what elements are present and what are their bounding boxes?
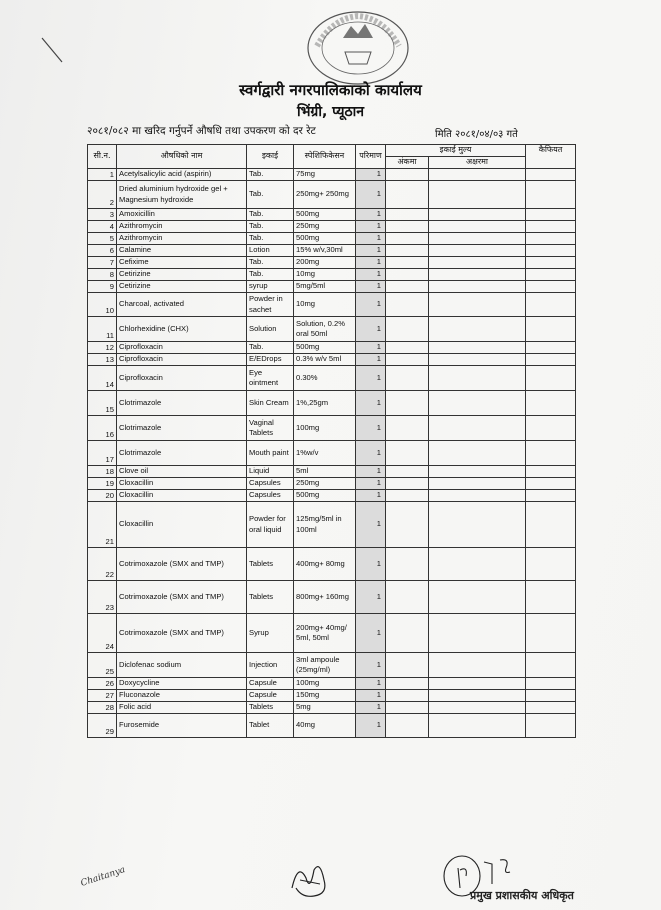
row-price-figures bbox=[386, 614, 429, 653]
row-sn: 10 bbox=[88, 293, 117, 317]
row-price-words bbox=[429, 209, 526, 221]
table-row bbox=[88, 245, 576, 257]
row-specification: 100mg bbox=[294, 678, 356, 690]
row-price-words bbox=[429, 614, 526, 653]
row-remarks bbox=[526, 317, 576, 342]
row-specification: 200mg+ 40mg/ 5ml, 50ml bbox=[294, 614, 356, 653]
row-unit: Tablets bbox=[247, 581, 294, 614]
row-quantity: 1 bbox=[356, 317, 386, 342]
row-specification: Solution, 0.2% oral 50ml bbox=[294, 317, 356, 342]
municipality-seal-icon bbox=[303, 8, 413, 88]
table-row bbox=[88, 702, 576, 714]
row-price-figures bbox=[386, 342, 429, 354]
row-price-figures bbox=[386, 169, 429, 181]
office-title: स्वर्गद्वारी नगरपालिकाको कार्यालय bbox=[239, 81, 422, 99]
header-remarks: कैफियत bbox=[526, 145, 576, 169]
row-price-words bbox=[429, 466, 526, 478]
table-row bbox=[88, 690, 576, 702]
row-price-figures bbox=[386, 653, 429, 678]
row-sn: 25 bbox=[88, 653, 117, 678]
row-unit: Injection bbox=[247, 653, 294, 678]
row-medicine-name: Clotrimazole bbox=[117, 441, 247, 466]
row-sn: 11 bbox=[88, 317, 117, 342]
row-remarks bbox=[526, 342, 576, 354]
table-row bbox=[88, 209, 576, 221]
row-medicine-name: Folic acid bbox=[117, 702, 247, 714]
row-medicine-name: Clotrimazole bbox=[117, 391, 247, 416]
row-remarks bbox=[526, 678, 576, 690]
table-row bbox=[88, 342, 576, 354]
row-remarks bbox=[526, 281, 576, 293]
table-row bbox=[88, 490, 576, 502]
row-unit: syrup bbox=[247, 281, 294, 293]
row-price-figures bbox=[386, 490, 429, 502]
row-price-words bbox=[429, 502, 526, 548]
header-in-figures: अंकमा bbox=[386, 157, 429, 169]
table-row bbox=[88, 441, 576, 466]
table-row bbox=[88, 354, 576, 366]
row-sn: 3 bbox=[88, 209, 117, 221]
table-row bbox=[88, 714, 576, 738]
row-unit: Tab. bbox=[247, 209, 294, 221]
row-price-words bbox=[429, 169, 526, 181]
row-medicine-name: Amoxicillin bbox=[117, 209, 247, 221]
row-specification: 500mg bbox=[294, 342, 356, 354]
row-sn: 19 bbox=[88, 478, 117, 490]
row-remarks bbox=[526, 502, 576, 548]
row-medicine-name: Dried aluminium hydroxide gel + Magnesium hydroxide bbox=[117, 181, 247, 209]
row-price-words bbox=[429, 342, 526, 354]
row-remarks bbox=[526, 690, 576, 702]
row-specification: 250mg+ 250mg bbox=[294, 181, 356, 209]
row-quantity: 1 bbox=[356, 678, 386, 690]
row-quantity: 1 bbox=[356, 354, 386, 366]
row-remarks bbox=[526, 169, 576, 181]
row-price-figures bbox=[386, 221, 429, 233]
row-price-figures bbox=[386, 391, 429, 416]
table-row bbox=[88, 466, 576, 478]
row-remarks bbox=[526, 581, 576, 614]
row-remarks bbox=[526, 354, 576, 366]
header-unit: इकाई bbox=[247, 145, 294, 169]
row-specification: 3ml ampoule (25mg/ml) bbox=[294, 653, 356, 678]
row-unit: Solution bbox=[247, 317, 294, 342]
header-in-words: अक्षरमा bbox=[429, 157, 526, 169]
row-quantity: 1 bbox=[356, 281, 386, 293]
row-specification: 0.3% w/v 5ml bbox=[294, 354, 356, 366]
row-specification: 5mg bbox=[294, 702, 356, 714]
row-unit: Capsules bbox=[247, 478, 294, 490]
row-remarks bbox=[526, 391, 576, 416]
row-specification: 250mg bbox=[294, 478, 356, 490]
row-sn: 9 bbox=[88, 281, 117, 293]
row-price-figures bbox=[386, 269, 429, 281]
header-quantity: परिमाण bbox=[356, 145, 386, 169]
row-quantity: 1 bbox=[356, 466, 386, 478]
row-price-figures bbox=[386, 209, 429, 221]
row-quantity: 1 bbox=[356, 209, 386, 221]
row-sn: 1 bbox=[88, 169, 117, 181]
row-unit: Tab. bbox=[247, 221, 294, 233]
row-price-words bbox=[429, 269, 526, 281]
row-quantity: 1 bbox=[356, 342, 386, 354]
row-price-figures bbox=[386, 233, 429, 245]
row-price-figures bbox=[386, 548, 429, 581]
row-sn: 8 bbox=[88, 269, 117, 281]
row-specification: 10mg bbox=[294, 293, 356, 317]
row-unit: Tablets bbox=[247, 548, 294, 581]
left-signature: Chaitanya bbox=[79, 865, 127, 889]
row-price-words bbox=[429, 678, 526, 690]
row-price-figures bbox=[386, 245, 429, 257]
row-quantity: 1 bbox=[356, 269, 386, 281]
row-quantity: 1 bbox=[356, 245, 386, 257]
header-specification: स्पेशिफिकेसन bbox=[294, 145, 356, 169]
row-price-words bbox=[429, 702, 526, 714]
row-quantity: 1 bbox=[356, 221, 386, 233]
row-unit: Syrup bbox=[247, 614, 294, 653]
row-specification: 1%,25gm bbox=[294, 391, 356, 416]
row-specification: 15% w/v,30ml bbox=[294, 245, 356, 257]
table-row bbox=[88, 169, 576, 181]
row-price-figures bbox=[386, 702, 429, 714]
row-remarks bbox=[526, 221, 576, 233]
row-sn: 6 bbox=[88, 245, 117, 257]
row-sn: 14 bbox=[88, 366, 117, 391]
header-sn: सी.न. bbox=[88, 145, 117, 169]
row-quantity: 1 bbox=[356, 416, 386, 441]
row-remarks bbox=[526, 269, 576, 281]
row-specification: 10mg bbox=[294, 269, 356, 281]
header-unit-price: इकाई मुल्य bbox=[386, 145, 526, 157]
row-quantity: 1 bbox=[356, 181, 386, 209]
row-specification: 75mg bbox=[294, 169, 356, 181]
row-medicine-name: Diclofenac sodium bbox=[117, 653, 247, 678]
row-unit: Capsule bbox=[247, 678, 294, 690]
row-sn: 15 bbox=[88, 391, 117, 416]
table-row bbox=[88, 548, 576, 581]
table-row bbox=[88, 678, 576, 690]
row-unit: Powder for oral liquid bbox=[247, 502, 294, 548]
row-unit: Tab. bbox=[247, 257, 294, 269]
row-price-words bbox=[429, 181, 526, 209]
table-row bbox=[88, 293, 576, 317]
row-price-words bbox=[429, 441, 526, 466]
row-medicine-name: Ciprofloxacin bbox=[117, 354, 247, 366]
table-row bbox=[88, 391, 576, 416]
row-price-words bbox=[429, 245, 526, 257]
row-unit: Liquid bbox=[247, 466, 294, 478]
row-remarks bbox=[526, 714, 576, 738]
row-specification: 0.30% bbox=[294, 366, 356, 391]
table-row bbox=[88, 257, 576, 269]
row-price-figures bbox=[386, 293, 429, 317]
row-sn: 5 bbox=[88, 233, 117, 245]
row-medicine-name: Calamine bbox=[117, 245, 247, 257]
row-medicine-name: Charcoal, activated bbox=[117, 293, 247, 317]
table-row bbox=[88, 502, 576, 548]
table-row bbox=[88, 269, 576, 281]
row-remarks bbox=[526, 653, 576, 678]
row-medicine-name: Acetylsalicylic acid (aspirin) bbox=[117, 169, 247, 181]
row-sn: 16 bbox=[88, 416, 117, 441]
row-price-figures bbox=[386, 354, 429, 366]
row-specification: 150mg bbox=[294, 690, 356, 702]
row-sn: 7 bbox=[88, 257, 117, 269]
center-signature-icon bbox=[284, 858, 334, 902]
row-price-figures bbox=[386, 317, 429, 342]
row-price-words bbox=[429, 478, 526, 490]
row-medicine-name: Cotrimoxazole (SMX and TMP) bbox=[117, 548, 247, 581]
row-price-figures bbox=[386, 257, 429, 269]
row-unit: Vaginal Tablets bbox=[247, 416, 294, 441]
row-specification: 1%w/v bbox=[294, 441, 356, 466]
row-medicine-name: Cloxacillin bbox=[117, 502, 247, 548]
row-remarks bbox=[526, 466, 576, 478]
row-price-figures bbox=[386, 678, 429, 690]
row-unit: Mouth paint bbox=[247, 441, 294, 466]
table-row bbox=[88, 416, 576, 441]
row-sn: 21 bbox=[88, 502, 117, 548]
row-specification: 5ml bbox=[294, 466, 356, 478]
row-price-words bbox=[429, 490, 526, 502]
row-sn: 28 bbox=[88, 702, 117, 714]
row-unit: Capsule bbox=[247, 690, 294, 702]
row-sn: 4 bbox=[88, 221, 117, 233]
row-price-figures bbox=[386, 416, 429, 441]
row-price-words bbox=[429, 653, 526, 678]
table-row bbox=[88, 181, 576, 209]
table-row bbox=[88, 653, 576, 678]
row-remarks bbox=[526, 702, 576, 714]
document-date: मिति २०८१/०४/०३ गते bbox=[435, 129, 518, 140]
row-price-figures bbox=[386, 181, 429, 209]
row-price-words bbox=[429, 293, 526, 317]
row-unit: Tab. bbox=[247, 169, 294, 181]
row-medicine-name: Cotrimoxazole (SMX and TMP) bbox=[117, 614, 247, 653]
row-remarks bbox=[526, 416, 576, 441]
row-price-words bbox=[429, 281, 526, 293]
row-quantity: 1 bbox=[356, 502, 386, 548]
row-specification: 400mg+ 80mg bbox=[294, 548, 356, 581]
row-price-figures bbox=[386, 366, 429, 391]
row-medicine-name: Ciprofloxacin bbox=[117, 342, 247, 354]
row-quantity: 1 bbox=[356, 441, 386, 466]
row-medicine-name: Cloxacillin bbox=[117, 478, 247, 490]
signatory-title: प्रमुख प्रशासकीय अधिकृत bbox=[470, 889, 574, 902]
row-unit: Tab. bbox=[247, 181, 294, 209]
row-medicine-name: Azithromycin bbox=[117, 221, 247, 233]
row-medicine-name: Clotrimazole bbox=[117, 416, 247, 441]
row-sn: 20 bbox=[88, 490, 117, 502]
row-sn: 23 bbox=[88, 581, 117, 614]
row-specification: 40mg bbox=[294, 714, 356, 738]
row-remarks bbox=[526, 366, 576, 391]
row-medicine-name: Ciprofloxacin bbox=[117, 366, 247, 391]
row-medicine-name: Cefixime bbox=[117, 257, 247, 269]
row-remarks bbox=[526, 257, 576, 269]
row-medicine-name: Fluconazole bbox=[117, 690, 247, 702]
row-specification: 500mg bbox=[294, 490, 356, 502]
row-quantity: 1 bbox=[356, 548, 386, 581]
row-price-figures bbox=[386, 714, 429, 738]
row-unit: E/EDrops bbox=[247, 354, 294, 366]
row-specification: 200mg bbox=[294, 257, 356, 269]
row-sn: 13 bbox=[88, 354, 117, 366]
row-specification: 100mg bbox=[294, 416, 356, 441]
row-sn: 18 bbox=[88, 466, 117, 478]
row-unit: Tab. bbox=[247, 342, 294, 354]
pen-mark-icon bbox=[40, 36, 66, 66]
row-price-words bbox=[429, 354, 526, 366]
table-row bbox=[88, 221, 576, 233]
table-row bbox=[88, 281, 576, 293]
row-quantity: 1 bbox=[356, 478, 386, 490]
row-quantity: 1 bbox=[356, 490, 386, 502]
row-specification: 125mg/5ml in 100ml bbox=[294, 502, 356, 548]
row-price-figures bbox=[386, 441, 429, 466]
row-sn: 12 bbox=[88, 342, 117, 354]
row-price-words bbox=[429, 416, 526, 441]
row-medicine-name: Azithromycin bbox=[117, 233, 247, 245]
row-price-words bbox=[429, 317, 526, 342]
row-remarks bbox=[526, 490, 576, 502]
row-sn: 26 bbox=[88, 678, 117, 690]
row-remarks bbox=[526, 293, 576, 317]
header-medicine-name: औषधिको नाम bbox=[117, 145, 247, 169]
row-specification: 5mg/5ml bbox=[294, 281, 356, 293]
document-subject: २०८१/०८२ मा खरिद गर्नुपर्ने औषधि तथा उपकरण को दर रेट bbox=[87, 125, 316, 137]
row-remarks bbox=[526, 245, 576, 257]
table-row bbox=[88, 614, 576, 653]
row-medicine-name: Furosemide bbox=[117, 714, 247, 738]
row-medicine-name: Cetirizine bbox=[117, 269, 247, 281]
row-unit: Tab. bbox=[247, 269, 294, 281]
row-quantity: 1 bbox=[356, 293, 386, 317]
row-sn: 24 bbox=[88, 614, 117, 653]
row-price-figures bbox=[386, 581, 429, 614]
row-sn: 17 bbox=[88, 441, 117, 466]
row-specification: 500mg bbox=[294, 233, 356, 245]
row-sn: 27 bbox=[88, 690, 117, 702]
row-sn: 29 bbox=[88, 714, 117, 738]
table-row bbox=[88, 366, 576, 391]
row-remarks bbox=[526, 209, 576, 221]
table-row bbox=[88, 317, 576, 342]
row-medicine-name: Cetirizine bbox=[117, 281, 247, 293]
row-price-figures bbox=[386, 466, 429, 478]
row-unit: Capsules bbox=[247, 490, 294, 502]
table-row bbox=[88, 478, 576, 490]
row-remarks bbox=[526, 614, 576, 653]
row-unit: Lotion bbox=[247, 245, 294, 257]
row-unit: Tab. bbox=[247, 233, 294, 245]
row-price-figures bbox=[386, 478, 429, 490]
row-quantity: 1 bbox=[356, 714, 386, 738]
row-quantity: 1 bbox=[356, 366, 386, 391]
row-unit: Tablet bbox=[247, 714, 294, 738]
row-price-words bbox=[429, 581, 526, 614]
table-row bbox=[88, 233, 576, 245]
row-quantity: 1 bbox=[356, 257, 386, 269]
row-sn: 22 bbox=[88, 548, 117, 581]
row-unit: Skin Cream bbox=[247, 391, 294, 416]
row-price-words bbox=[429, 257, 526, 269]
row-unit: Powder in sachet bbox=[247, 293, 294, 317]
row-quantity: 1 bbox=[356, 653, 386, 678]
row-remarks bbox=[526, 478, 576, 490]
row-price-figures bbox=[386, 690, 429, 702]
row-remarks bbox=[526, 441, 576, 466]
row-medicine-name: Clove oil bbox=[117, 466, 247, 478]
row-price-words bbox=[429, 690, 526, 702]
row-price-words bbox=[429, 391, 526, 416]
row-specification: 500mg bbox=[294, 209, 356, 221]
row-quantity: 1 bbox=[356, 391, 386, 416]
row-quantity: 1 bbox=[356, 233, 386, 245]
row-medicine-name: Cotrimoxazole (SMX and TMP) bbox=[117, 581, 247, 614]
medicine-rate-table bbox=[87, 144, 576, 738]
row-price-figures bbox=[386, 502, 429, 548]
row-quantity: 1 bbox=[356, 581, 386, 614]
row-remarks bbox=[526, 181, 576, 209]
row-medicine-name: Chlorhexidine (CHX) bbox=[117, 317, 247, 342]
row-specification: 250mg bbox=[294, 221, 356, 233]
row-price-words bbox=[429, 548, 526, 581]
row-specification: 800mg+ 160mg bbox=[294, 581, 356, 614]
row-unit: Tablets bbox=[247, 702, 294, 714]
row-price-words bbox=[429, 366, 526, 391]
row-medicine-name: Cloxacillin bbox=[117, 490, 247, 502]
table-row bbox=[88, 581, 576, 614]
row-price-words bbox=[429, 233, 526, 245]
row-quantity: 1 bbox=[356, 702, 386, 714]
row-price-words bbox=[429, 714, 526, 738]
row-remarks bbox=[526, 548, 576, 581]
row-price-words bbox=[429, 221, 526, 233]
office-location: भिंग्री, प्यूठान bbox=[296, 104, 365, 120]
row-quantity: 1 bbox=[356, 690, 386, 702]
row-quantity: 1 bbox=[356, 169, 386, 181]
row-quantity: 1 bbox=[356, 614, 386, 653]
row-unit: Eye ointment bbox=[247, 366, 294, 391]
row-remarks bbox=[526, 233, 576, 245]
row-price-figures bbox=[386, 281, 429, 293]
row-medicine-name: Doxycycline bbox=[117, 678, 247, 690]
row-sn: 2 bbox=[88, 181, 117, 209]
